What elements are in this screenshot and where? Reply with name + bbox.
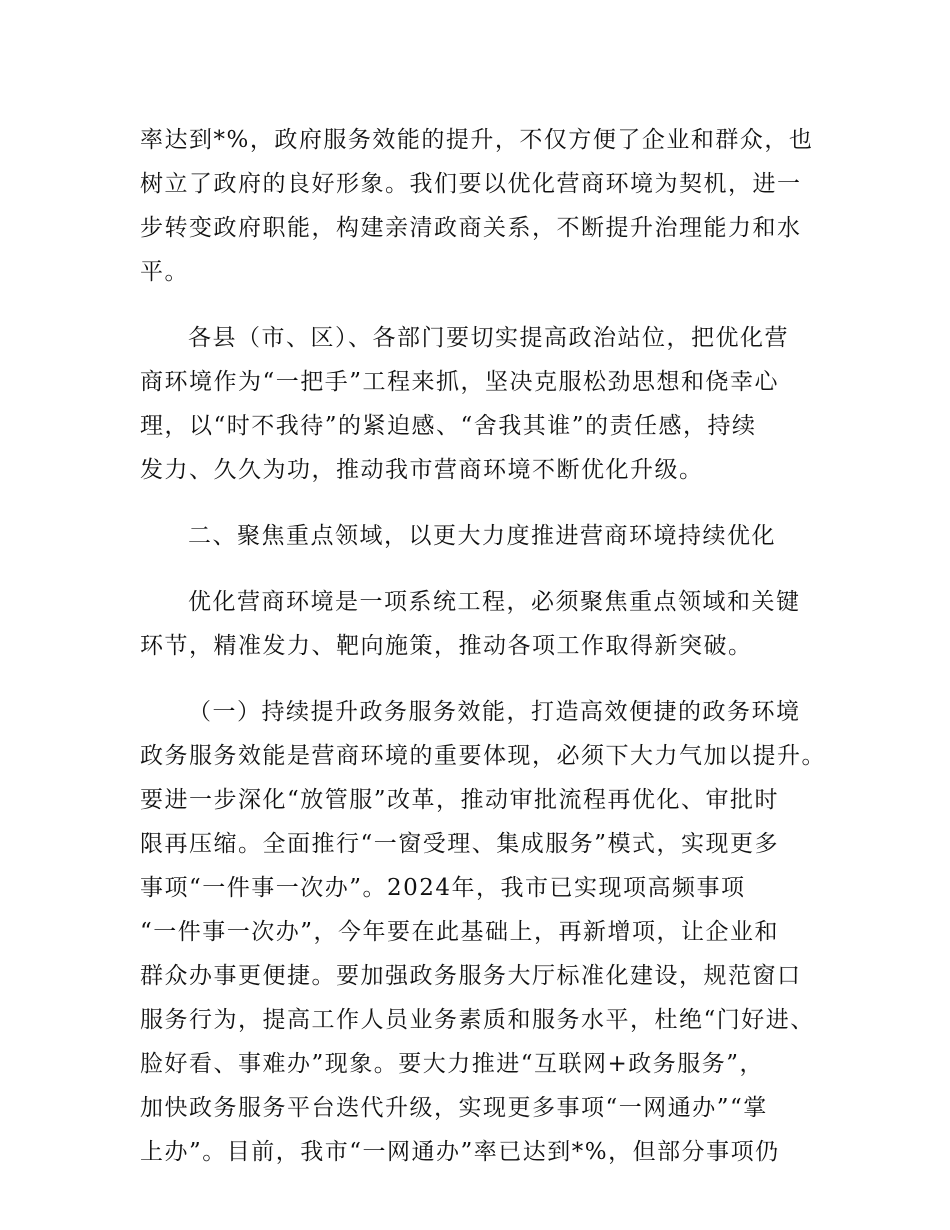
body-line: 限再压缩。全面推行“一窗受理、集成服务”模式，实现更多 [140,831,780,857]
body-line: 服务行为，提高工作人员业务素质和服务水平，杜绝“门好进、 [140,1007,815,1033]
body-line: 群众办事更便捷。要加强政务服务大厅标准化建设，规范窗口 [140,963,802,989]
body-line: 要进一步深化“放管服”改革，推动审批流程再优化、审批时 [140,787,780,813]
section-heading: 二、聚焦重点领域，以更大力度推进营商环境持续优化 [188,523,776,549]
body-line: 事项“一件事一次办”。2024年，我市已实现项高频事项 [140,875,746,901]
body-line: 加快政务服务平台迭代升级，实现更多事项“一网通办”“掌 [140,1095,768,1121]
body-line: 发力、久久为功，推动我市营商环境不断优化升级。 [140,457,704,483]
body-line: “一件事一次办”，今年要在此基础上，再新增项，让企业和 [140,919,780,945]
body-line: 步转变政府职能，构建亲清政商关系，不断提升治理能力和水 [140,215,802,241]
body-line: 理，以“时不我待”的紧迫感、“舍我其谁”的责任感，持续 [140,413,757,439]
document-body [140,118,826,1174]
body-line: 平。 [140,259,189,285]
body-line: 优化营商环境是一项系统工程，必须聚焦重点领域和关键 [188,589,801,615]
body-line: 树立了政府的良好形象。我们要以优化营商环境为契机，进一 [140,171,802,197]
body-line: 商环境作为“一把手”工程来抓，坚决克服松劲思想和侥幸心 [140,369,780,395]
subsection-heading: （一）持续提升政务服务效能，打造高效便捷的政务环境 [188,699,801,725]
body-line: 率达到*%，政府服务效能的提升，不仅方便了企业和群众，也 [140,127,814,153]
body-line: 上办”。目前，我市“一网通办”率已达到*%，但部分事项仍 [140,1139,780,1165]
body-line: 政务服务效能是营商环境的重要体现，必须下大力气加以提升。 [140,743,826,769]
body-line: 各县（市、区）、各部门要切实提高政治站位，把优化营 [188,325,789,351]
body-line: 脸好看、事难办”现象。要大力推进“互联网+政务服务”， [140,1051,765,1077]
body-line: 环节，精准发力、靶向施策，推动各项工作取得新突破。 [140,633,753,659]
